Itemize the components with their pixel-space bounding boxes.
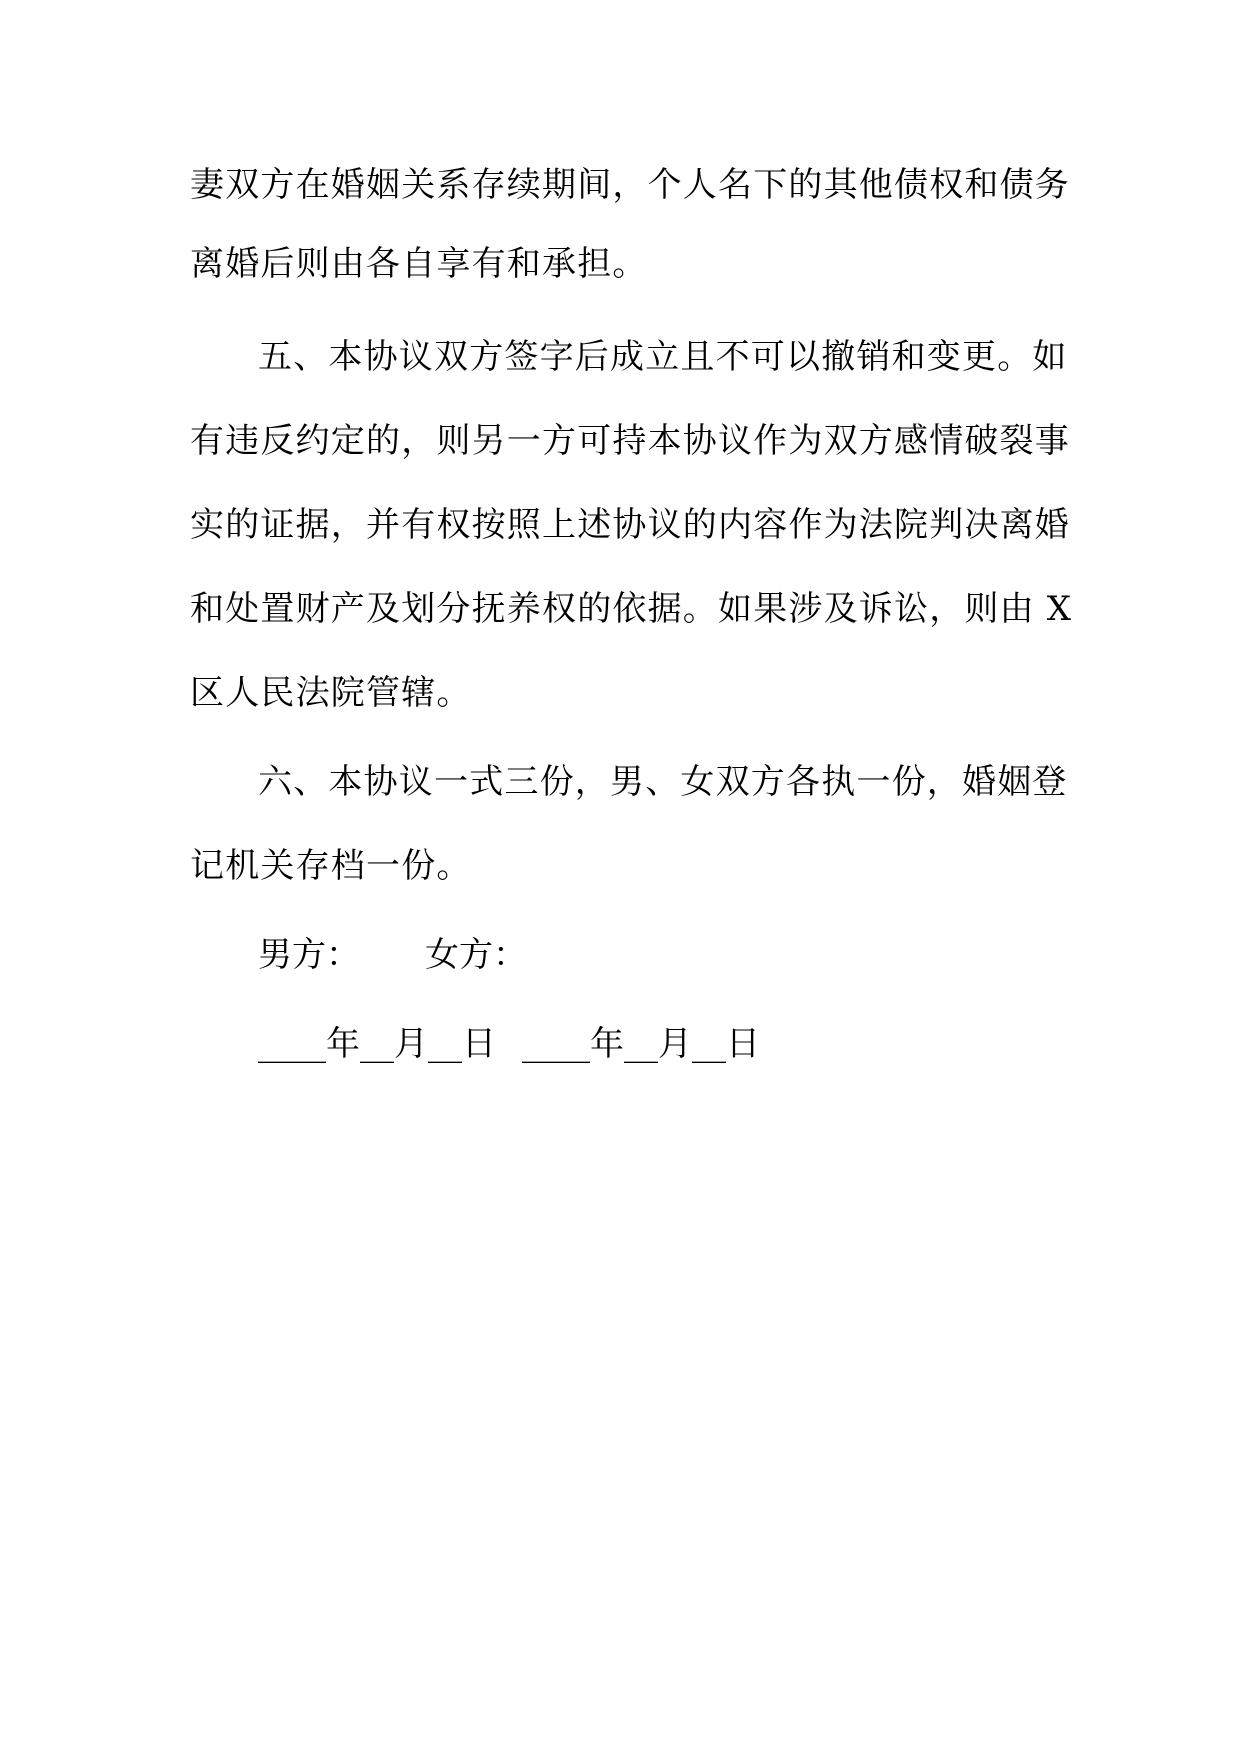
male-date-field: ____年__月__日 (258, 1024, 496, 1064)
paragraph-line: 离婚后则由各自享有和承担。 (190, 244, 648, 284)
paragraph-line: 实的证据，并有权按照上述协议的内容作为法院判决离婚 (190, 505, 1070, 545)
female-party-label: 女方： (425, 935, 527, 975)
male-party-label: 男方： (258, 935, 360, 975)
paragraph-line: 妻双方在婚姻关系存续期间，个人名下的其他债权和债务 (190, 165, 1070, 205)
paragraph-line: 有违反约定的，则另一方可持本协议作为双方感情破裂事 (190, 421, 1070, 461)
paragraph-line: 六、本协议一式三份，男、女双方各执一份，婚姻登 (258, 762, 1068, 802)
paragraph-line: 和处置财产及划分抚养权的依据。如果涉及诉讼，则由 X (190, 589, 1073, 629)
paragraph-line: 记机关存档一份。 (190, 846, 472, 886)
paragraph-line: 区人民法院管辖。 (190, 673, 472, 713)
paragraph-line: 五、本协议双方签字后成立且不可以撤销和变更。如 (258, 337, 1068, 377)
female-date-field: ____年__月__日 (522, 1024, 760, 1064)
